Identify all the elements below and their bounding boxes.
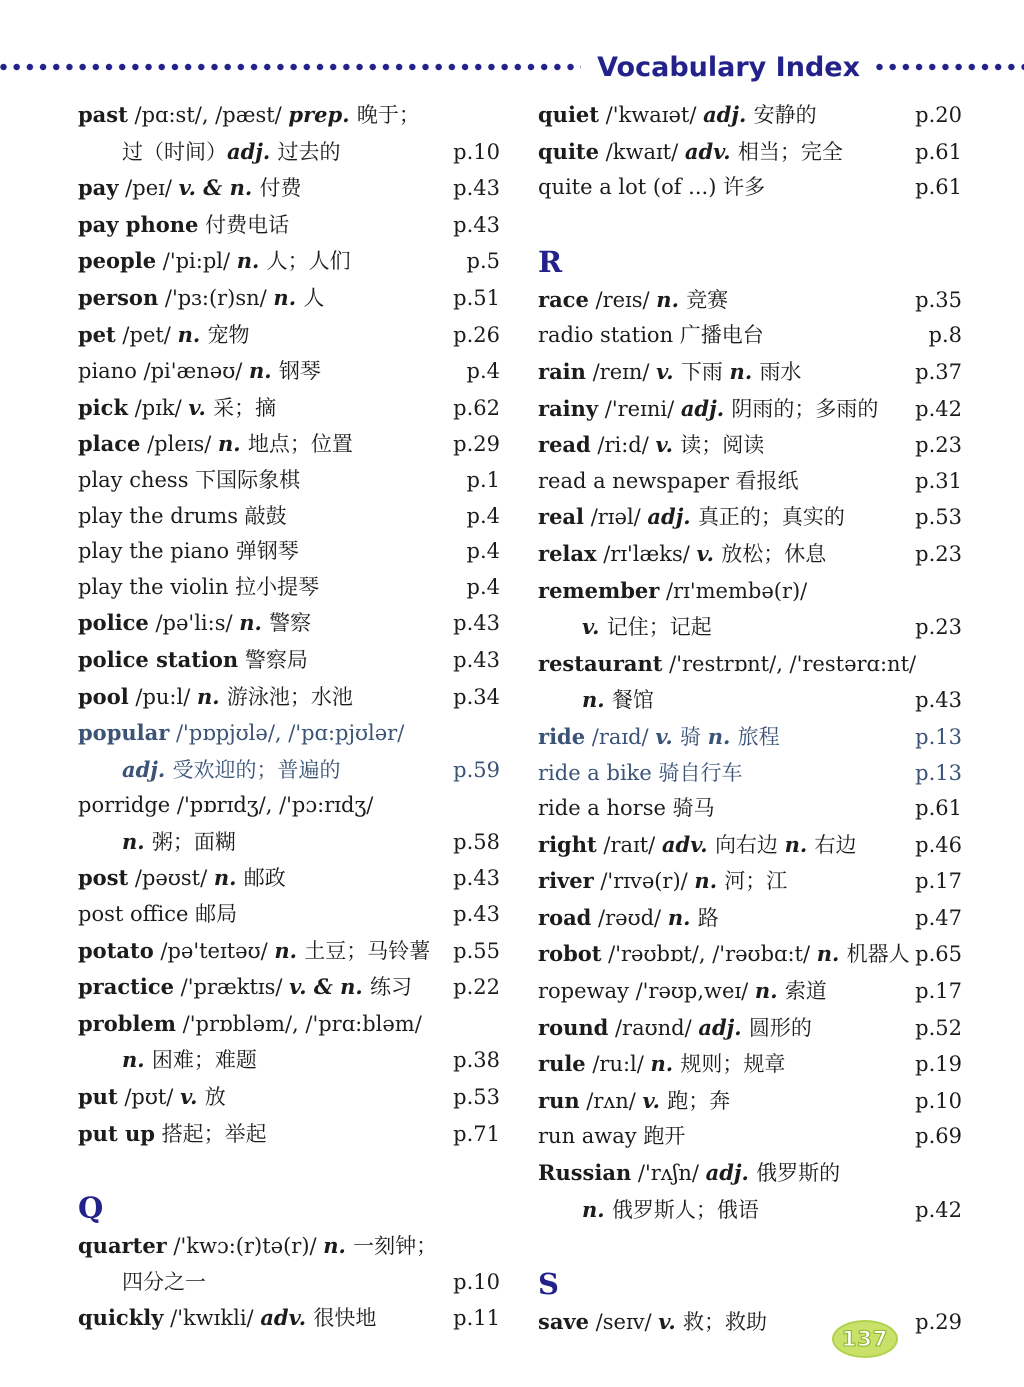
page-reference: p.31	[915, 468, 962, 493]
entry-text: pet /pet/ n. 宠物	[78, 321, 250, 347]
vocab-entry-row	[78, 752, 500, 789]
vocab-entry-row	[78, 715, 500, 752]
entry-text: play chess 下国际象棋	[78, 467, 301, 492]
vocab-entry-row	[78, 1265, 500, 1301]
vocab-entry-row	[78, 280, 500, 317]
vocab-entry-row	[78, 969, 500, 1006]
vocab-entry-row	[78, 1042, 500, 1079]
page-reference: p.42	[915, 1197, 962, 1222]
vocab-entry-row	[538, 427, 962, 464]
entry-text: play the piano 弹钢琴	[78, 539, 299, 564]
vocab-entry-row	[538, 464, 962, 500]
entry-text: post /pəʊst/ n. 邮政	[78, 865, 286, 891]
page-reference: p.43	[453, 611, 500, 636]
page-reference: p.43	[915, 688, 962, 713]
section-letter-r: R	[538, 244, 563, 279]
entry-text: police /pə'li:s/ n. 警察	[78, 610, 312, 636]
page-reference: p.29	[915, 1310, 962, 1335]
vocab-entry-row	[78, 207, 500, 244]
page-reference: p.4	[466, 574, 500, 599]
vocab-entry-row	[78, 1228, 500, 1265]
page-reference: p.53	[453, 1085, 500, 1110]
entry-text: river /'rɪvə(r)/ n. 河；江	[538, 868, 788, 894]
entry-text: Russian /'rʌʃn/ adj. 俄罗斯的	[538, 1160, 841, 1186]
entry-text: race /reɪs/ n. 竞赛	[538, 286, 729, 312]
vocab-entry-row	[538, 170, 962, 206]
page-reference: p.10	[915, 1088, 962, 1113]
vocab-entry-row	[78, 860, 500, 897]
entry-text: quite a lot (of ...) 许多	[538, 175, 766, 200]
vocab-entry-row	[538, 97, 962, 134]
vocab-entry-row	[78, 642, 500, 679]
page-number-badge	[832, 1320, 898, 1358]
entry-text: porridge /'pɒrɪdʒ/, /'pɔ:rɪdʒ/	[78, 793, 374, 818]
entry-text: ropeway /'rəʊp,weɪ/ n. 索道	[538, 978, 827, 1004]
page-reference: p.23	[915, 541, 962, 566]
entry-text: real /rɪəl/ adj. 真正的；真实的	[538, 504, 845, 530]
page-reference: p.61	[915, 139, 962, 164]
page-reference: p.59	[453, 757, 500, 782]
vocab-entry-row	[538, 682, 962, 719]
page-reference: p.51	[453, 285, 500, 310]
entry-text: round /raʊnd/ adj. 圆形的	[538, 1014, 812, 1040]
page-reference: p.58	[453, 829, 500, 854]
vocab-entry-row	[78, 897, 500, 933]
page-reference: p.52	[915, 1015, 962, 1040]
page-reference: p.38	[453, 1048, 500, 1073]
vocab-entry-row	[78, 570, 500, 606]
vocab-entry-row	[538, 791, 962, 827]
vocab-entry-row	[78, 933, 500, 970]
page-reference: p.43	[453, 176, 500, 201]
vocab-entry-row	[538, 936, 962, 973]
entry-text: place /pleɪs/ n. 地点；位置	[78, 431, 353, 457]
entry-text: play the violin 拉小提琴	[78, 574, 320, 599]
entry-text: ride /raɪd/ v. 骑 n. 旅程	[538, 723, 780, 749]
page-reference: p.62	[453, 395, 500, 420]
vocab-entry-row	[538, 391, 962, 428]
entry-text: v. 记住；记起	[582, 614, 712, 640]
page-reference: p.42	[915, 396, 962, 421]
entry-text: road /rəʊd/ n. 路	[538, 904, 719, 930]
entry-text: right /raɪt/ adv. 向右边 n. 右边	[538, 831, 857, 857]
vocab-entry-row	[538, 863, 962, 900]
vocab-entry-row	[538, 134, 962, 171]
vocab-entry-row	[78, 534, 500, 570]
page-number: 137	[841, 1327, 889, 1351]
dotted-rule-right	[876, 63, 1024, 71]
vocab-entry-row	[538, 827, 962, 864]
entry-text: pay /peɪ/ v. & n. 付费	[78, 175, 302, 201]
page-reference: p.10	[453, 139, 500, 164]
entry-text: relax /rɪ'læks/ v. 放松；休息	[538, 540, 827, 566]
vocab-entry-row	[538, 1010, 962, 1047]
page-reference: p.17	[915, 979, 962, 1004]
section-letter-q: Q	[78, 1191, 104, 1226]
entry-text: ride a bike 骑自行车	[538, 760, 743, 785]
entry-text: quickly /'kwɪkli/ adv. 很快地	[78, 1305, 377, 1331]
vocab-entry-row	[538, 900, 962, 937]
page-reference: p.65	[915, 942, 962, 967]
entry-text: people /'pi:pl/ n. 人；人们	[78, 248, 351, 274]
entry-text: ride a horse 骑马	[538, 796, 715, 821]
page-reference: p.17	[915, 869, 962, 894]
vocab-entry-row	[78, 1006, 500, 1043]
page-reference: p.61	[915, 796, 962, 821]
entry-text: save /seɪv/ v. 救；救助	[538, 1309, 768, 1335]
vocab-entry-row	[78, 390, 500, 427]
page-reference: p.53	[915, 505, 962, 530]
page-reference: p.23	[915, 615, 962, 640]
vocab-entry-row	[538, 973, 962, 1010]
entry-text: n. 粥；面糊	[122, 828, 236, 854]
entry-text: quiet /'kwaɪət/ adj. 安静的	[538, 102, 817, 127]
page-reference: p.37	[915, 359, 962, 384]
page-reference: p.71	[453, 1121, 500, 1146]
vocab-entry-row	[78, 1116, 500, 1153]
entry-text: person /'pɜ:(r)sn/ n. 人	[78, 284, 325, 310]
vocab-entry-row	[78, 317, 500, 354]
entry-text: adj. 受欢迎的；普遍的	[122, 756, 341, 782]
vocab-entry-row	[78, 824, 500, 861]
entry-text: police station 警察局	[78, 646, 308, 672]
vocab-entry-row	[538, 573, 962, 610]
entry-text: piano /pi'ænəʊ/ n. 钢琴	[78, 358, 321, 384]
vocab-column-right	[538, 97, 962, 1341]
entry-text: popular /'pɒpjʊlə/, /'pɑ:pjʊlər/	[78, 720, 405, 746]
page-reference: p.29	[453, 432, 500, 457]
vocab-column-left	[78, 97, 500, 1337]
page-reference: p.47	[915, 905, 962, 930]
entry-text: rainy /'reɪni/ adj. 阴雨的；多雨的	[538, 395, 879, 421]
vocab-entry-row	[538, 756, 962, 792]
entry-text: quite /kwaɪt/ adv. 相当；完全	[538, 138, 843, 164]
entry-text: robot /'rəʊbɒt/, /'rəʊbɑ:t/ n. 机器人	[538, 941, 910, 967]
vocab-entry-row	[78, 426, 500, 463]
vocab-entry-row	[538, 499, 962, 536]
page-reference: p.11	[453, 1306, 500, 1331]
entry-text: past /pɑ:st/, /pæst/ prep. 晚于；	[78, 102, 420, 127]
page-reference: p.69	[915, 1124, 962, 1149]
page-reference: p.1	[466, 467, 500, 492]
entry-text: restaurant /'restrɒnt/, /'restərɑ:nt/	[538, 650, 917, 676]
entry-text: practice /'præktɪs/ v. & n. 练习	[78, 974, 412, 1000]
vocab-entry-row	[78, 1300, 500, 1337]
entry-text: remember /rɪ'membə(r)/	[538, 577, 808, 603]
vocab-entry-row	[538, 1155, 962, 1192]
page-header	[0, 50, 1024, 84]
page-reference: p.4	[466, 359, 500, 384]
entry-text: run away 跑开	[538, 1124, 686, 1149]
entry-text: play the drums 敲鼓	[78, 503, 287, 528]
vocab-entry-row	[78, 788, 500, 824]
vocab-entry-row	[538, 719, 962, 756]
page-reference: p.55	[453, 938, 500, 963]
vocab-entry-row	[538, 536, 962, 573]
entry-text: 四分之一	[122, 1269, 206, 1294]
entry-text: n. 困难；难题	[122, 1047, 257, 1073]
vocab-entry-row	[78, 353, 500, 390]
vocab-entry-row	[538, 282, 962, 319]
vocab-entry-row	[78, 679, 500, 716]
page-reference: p.43	[453, 866, 500, 891]
entry-text: n. 餐馆	[582, 687, 654, 713]
page-reference: p.19	[915, 1052, 962, 1077]
vocab-entry-row	[538, 318, 962, 354]
dotted-rule-left	[0, 63, 581, 71]
vocab-entry-row	[538, 1046, 962, 1083]
entry-text: potato /pə'teɪtəʊ/ n. 土豆；马铃薯	[78, 937, 431, 963]
entry-text: pay phone 付费电话	[78, 211, 290, 237]
page-reference: p.26	[453, 322, 500, 347]
page-reference: p.34	[453, 684, 500, 709]
page-reference: p.35	[915, 287, 962, 312]
entry-text: post office 邮局	[78, 902, 238, 927]
entry-text: run /rʌn/ v. 跑；奔	[538, 1087, 731, 1113]
vocab-entry-row	[538, 354, 962, 391]
entry-text: pool /pu:l/ n. 游泳池；水池	[78, 683, 353, 709]
entry-text: problem /'prɒbləm/, /'prɑ:bləm/	[78, 1010, 422, 1036]
page-reference: p.13	[915, 724, 962, 749]
page-reference: p.43	[453, 902, 500, 927]
entry-text: n. 俄罗斯人；俄语	[582, 1196, 759, 1222]
vocab-entry-row	[78, 134, 500, 171]
vocab-entry-row	[78, 243, 500, 280]
page-reference: p.43	[453, 212, 500, 237]
page-reference: p.13	[915, 760, 962, 785]
vocab-entry-row	[78, 97, 500, 134]
entry-text: read a newspaper 看报纸	[538, 468, 799, 493]
vocab-entry-row	[538, 1192, 962, 1229]
vocab-entry-row	[78, 170, 500, 207]
vocab-entry-row	[538, 1119, 962, 1155]
page-reference: p.43	[453, 647, 500, 672]
page-reference: p.4	[466, 503, 500, 528]
vocab-entry-row	[78, 463, 500, 499]
vocab-entry-row	[538, 1083, 962, 1120]
vocab-entry-row	[538, 609, 962, 646]
section-letter-s: S	[538, 1267, 559, 1302]
page-title: Vocabulary Index	[597, 51, 860, 83]
vocab-entry-row	[538, 1304, 962, 1341]
page-reference: p.46	[915, 832, 962, 857]
page-reference: p.61	[915, 175, 962, 200]
entry-text: put /pʊt/ v. 放	[78, 1084, 226, 1110]
page-reference: p.23	[915, 433, 962, 458]
page-reference: p.10	[453, 1269, 500, 1294]
page-reference: p.4	[466, 539, 500, 564]
entry-text: 过（时间）adj. 过去的	[122, 138, 341, 164]
page-reference: p.22	[453, 975, 500, 1000]
entry-text: radio station 广播电台	[538, 323, 764, 348]
vocab-entry-row	[78, 1079, 500, 1116]
vocab-entry-row	[78, 499, 500, 535]
entry-text: quarter /'kwɔ:(r)tə(r)/ n. 一刻钟；	[78, 1233, 438, 1259]
page-reference: p.5	[466, 249, 500, 274]
page-reference: p.8	[928, 323, 962, 348]
vocab-entry-row	[78, 605, 500, 642]
vocab-entry-row	[538, 646, 962, 683]
page-reference: p.20	[915, 103, 962, 127]
entry-text: read /ri:d/ v. 读；阅读	[538, 432, 765, 458]
entry-text: rain /reɪn/ v. 下雨 n. 雨水	[538, 358, 802, 384]
entry-text: pick /pɪk/ v. 采；摘	[78, 394, 277, 420]
entry-text: put up 搭起；举起	[78, 1120, 267, 1146]
entry-text: rule /ru:l/ n. 规则；规章	[538, 1051, 786, 1077]
